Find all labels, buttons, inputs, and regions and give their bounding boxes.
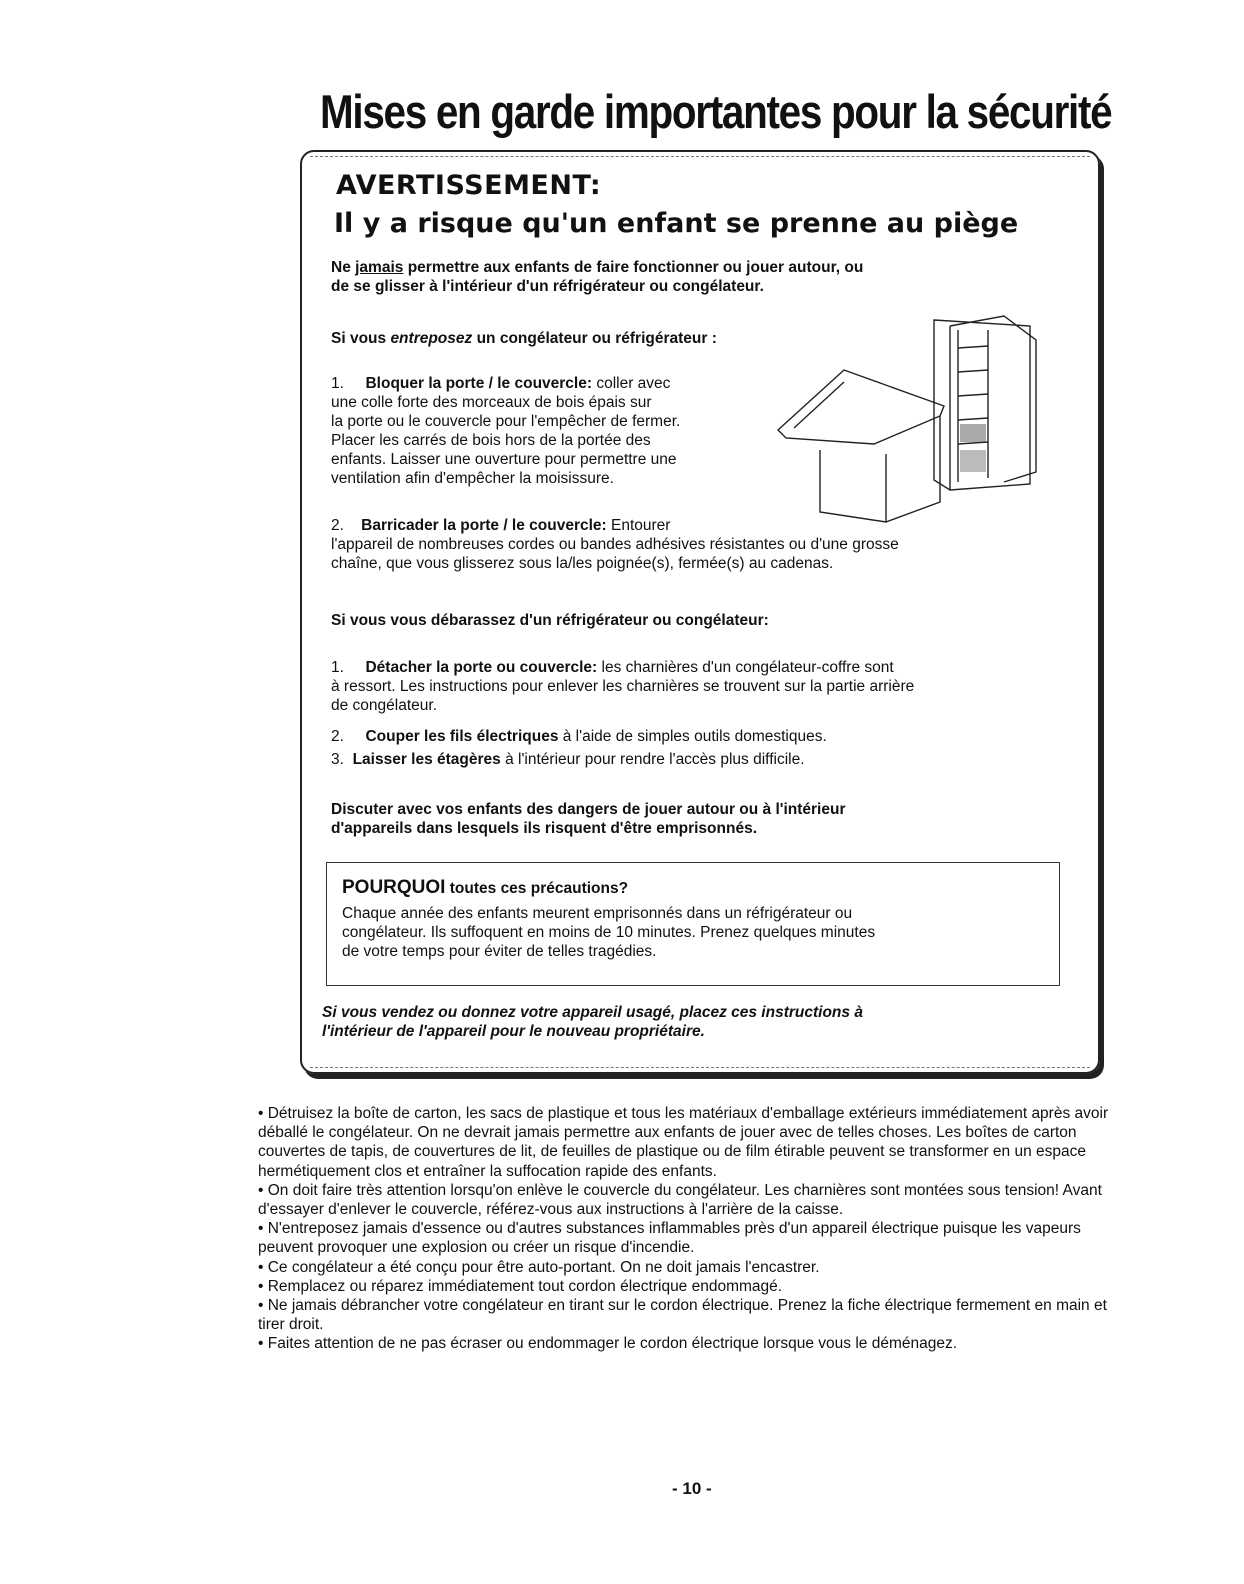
- dispose-item-1: 1. Détacher la porte ou couvercle: les charnières d'un congélateur-coffre sont à ressort. Les instructions pour enlever les charnières se trouvent sur la partie arrière de congélateur.: [331, 659, 915, 714]
- store-item-1: 1. Bloquer la porte / le couvercle: coller avec une colle forte des morceaux de bois épais sur la porte ou le couvercle pour l'empêcher de fermer. Placer les carrés de bois hors de la portée des enfants. Laisser une ouverture pour permettre une ventilation afin d'empêcher la moisissure.: [331, 375, 681, 487]
- warning-subheading: Il y a risque qu'un enfant se prenne au piège: [334, 208, 1019, 239]
- list-item: • Ne jamais débrancher votre congélateur en tirant sur le cordon électrique. Prenez la fiche électrique fermement en main et tirer droit.: [258, 1297, 1107, 1334]
- intro-text: Ne jamais permettre aux enfants de faire fonctionner ou jouer autour, ou de se glisser à l'intérieur d'un réfrigérateur ou congélateur.: [331, 259, 864, 295]
- sell-note: Si vous vendez ou donnez votre appareil usagé, placez ces instructions à l'intérieur de l'appareil pour le nouveau propriétaire.: [322, 1004, 863, 1040]
- page-title: Mises en garde importantes pour la sécurité: [320, 85, 1112, 138]
- dispose-heading: Si vous vous débarassez d'un réfrigérateur ou congélateur:: [331, 612, 769, 629]
- list-item: • Détruisez la boîte de carton, les sacs de plastique et tous les matériaux d'emballage extérieurs immédiatement après avoir déballé le congélateur. On ne devrait jamais permettre aux enfants de jouer avec de telles choses. Les boîtes de carton couvertes de tapis, de couvertures de lit, de feuilles de plastique ou de film étirable peuvent se transformer en un espace hermétiquement clos et entraîner la suffocation rapide des enfants.: [258, 1105, 1109, 1180]
- list-item: • Ce congélateur a été conçu pour être auto-portant. On ne doit jamais l'encastrer.: [258, 1258, 820, 1276]
- store-item-2: 2. Barricader la porte / le couvercle: Entourer l'appareil de nombreuses cordes ou bandes adhésives résistantes ou d'une grosse chaîne, que vous glisserez sous la/les poignée(s), fermée(s) au cadenas.: [331, 517, 899, 572]
- list-item: • Faites attention de ne pas écraser ou endommager le cordon électrique lorsque vous le déménagez.: [258, 1335, 958, 1353]
- list-item: • N'entreposez jamais d'essence ou d'autres substances inflammables près d'un appareil électrique puisque les vapeurs peuvent provoquer une explosion ou créer un risque d'incendie.: [258, 1220, 1081, 1257]
- list-item: • Remplacez ou réparez immédiatement tout cordon électrique endommagé.: [258, 1277, 783, 1295]
- why-heading: POURQUOI toutes ces précautions?: [342, 877, 629, 898]
- list-item: • On doit faire très attention lorsqu'on enlève le couvercle du congélateur. Les charnières sont montées sous tension! Avant d'essayer d'enlever le couvercle, référez-vous aux instructions à l'arrière de la caisse.: [258, 1181, 1102, 1219]
- why-text: Chaque année des enfants meurent emprisonnés dans un réfrigérateur ou congélateur. Ils suffoquent en moins de 10 minutes. Prenez quelques minutes de votre temps pour éviter de telles tragédies.: [342, 905, 876, 960]
- freezer-illustration: [774, 312, 1052, 530]
- safety-bullets: [258, 1104, 1118, 1354]
- dispose-item-3: 3. Laisser les étagères à l'intérieur pour rendre l'accès plus difficile.: [331, 751, 805, 768]
- dispose-item-2: 2. Couper les fils électriques à l'aide de simples outils domestiques.: [331, 728, 827, 745]
- warning-heading: AVERTISSEMENT:: [336, 170, 602, 201]
- discuss-text: Discuter avec vos enfants des dangers de jouer autour ou à l'intérieur d'appareils dans lesquels ils risquent d'être emprisonnés.: [331, 801, 846, 837]
- page-number: - 10 -: [672, 1479, 712, 1498]
- store-heading: Si vous entreposez un congélateur ou réfrigérateur :: [331, 330, 717, 347]
